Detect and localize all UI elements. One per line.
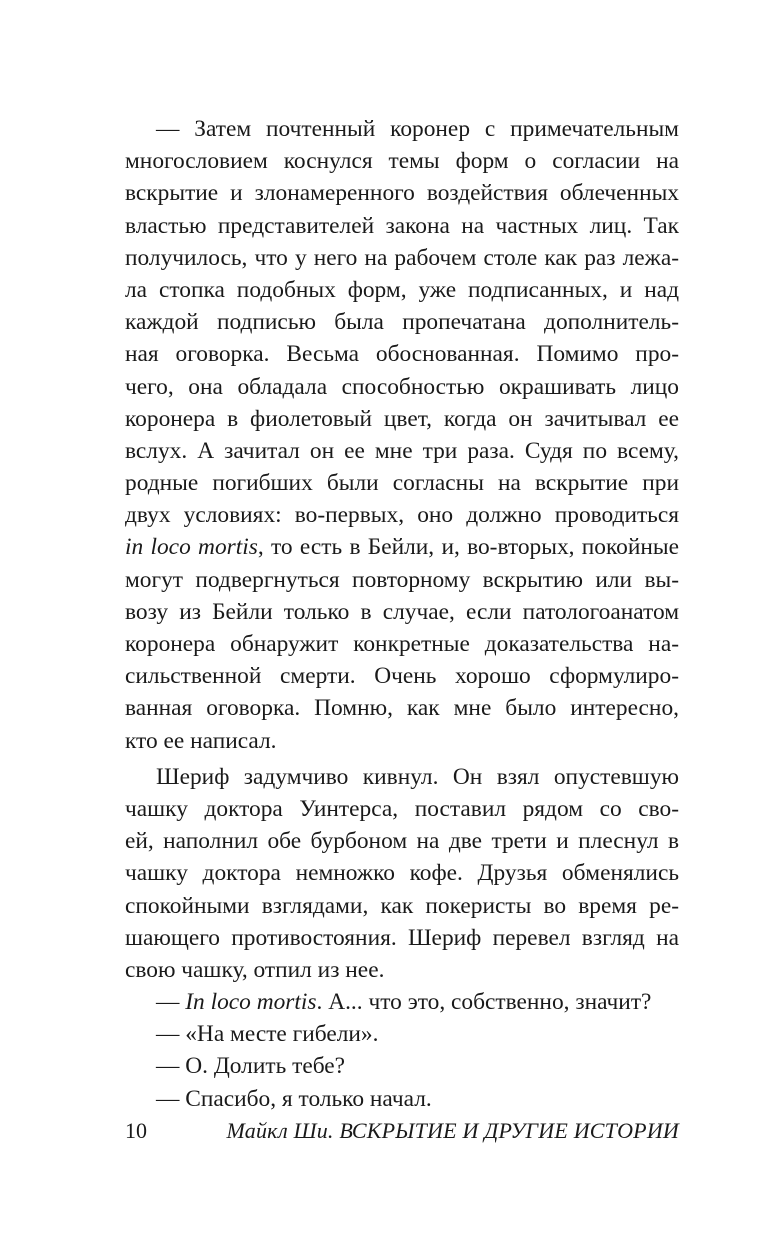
text-line: ная оговорка. Весьма обоснованная. Помимо про- — [125, 341, 679, 368]
text-line: Шериф задумчиво кивнул. Он взял опустевшую — [156, 763, 679, 790]
text-line: многословием коснулся темы форм о согласии на — [125, 148, 679, 175]
text-line: — Затем почтенный коронер с примечательным — [156, 116, 679, 142]
page-footer — [125, 1115, 679, 1147]
text-line-latin — [125, 531, 679, 563]
text-line: родные погибших были согласны на вскрытие при — [125, 470, 679, 497]
dialogue-line: — Спасибо, я только начал. — [156, 1085, 432, 1112]
text-line: чего, она обладала способностью окрашивать лицо — [125, 373, 679, 400]
text-line: спокойными взглядами, как покеристы во время ре- — [125, 892, 679, 919]
dialogue-line: — О. Долить тебе? — [156, 1053, 346, 1080]
dialogue-dash: — — [156, 989, 186, 1016]
latin-phrase: In loco mortis — [185, 989, 317, 1016]
latin-phrase: in loco mortis — [125, 534, 258, 561]
page-number: 10 — [125, 1118, 147, 1143]
text-line: ла стопка подобных форм, уже подписанных, и над — [125, 276, 679, 303]
running-head: Майкл Ши. ВСКРЫТИЕ И ДРУГИЕ ИСТОРИИ — [226, 1118, 679, 1143]
text-line: ванная оговорка. Помню, как мне было интересно, — [125, 695, 679, 722]
text-line: сильственной смерти. Очень хорошо сформулиро- — [125, 663, 679, 690]
text-line: каждой подписью была пропечатана дополнитель- — [125, 309, 679, 336]
text-line: возу из Бейли только в случае, если патологоанатом — [125, 598, 679, 625]
text-line: получилось, что у него на рабочем столе как раз лежа- — [125, 244, 679, 271]
text-line: вслух. А зачитал он ее мне три раза. Судя по всему, — [125, 437, 679, 464]
text-fragment: , то есть в Бейли, и, во-вторых, покойные — [257, 534, 680, 561]
text-fragment: . А... что это, собственно, значит? — [316, 989, 652, 1016]
text-line: шающего противостояния. Шериф перевел взгляд на — [125, 924, 679, 951]
body-text — [125, 113, 679, 1115]
text-line: чашку доктора немножко кофе. Друзья обменялись — [125, 860, 679, 887]
text-line: коронера обнаружит конкретные доказательства на- — [125, 631, 679, 657]
text-line: властью представителей закона на частных лиц. Так — [125, 212, 679, 239]
text-line: свою чашку, отпил из нее. — [125, 956, 385, 983]
text-line: коронера в фиолетовый цвет, когда он зачитывал ее — [125, 405, 679, 432]
text-line: ей, наполнил обе бурбоном на две трети и плеснул в — [125, 828, 679, 855]
text-line: двух условиях: во-первых, оно должно проводиться — [125, 502, 679, 529]
text-line: чашку доктора Уинтерса, поставил рядом со сво- — [125, 795, 679, 822]
dialogue-line — [125, 986, 679, 1018]
text-line: могут подвергнуться повторному вскрытию или вы- — [125, 566, 679, 593]
text-line: кто ее написал. — [125, 727, 277, 754]
text-line: вскрытие и злонамеренного воздействия облеченных — [125, 180, 679, 207]
dialogue-line: — «На месте гибели». — [156, 1021, 379, 1048]
